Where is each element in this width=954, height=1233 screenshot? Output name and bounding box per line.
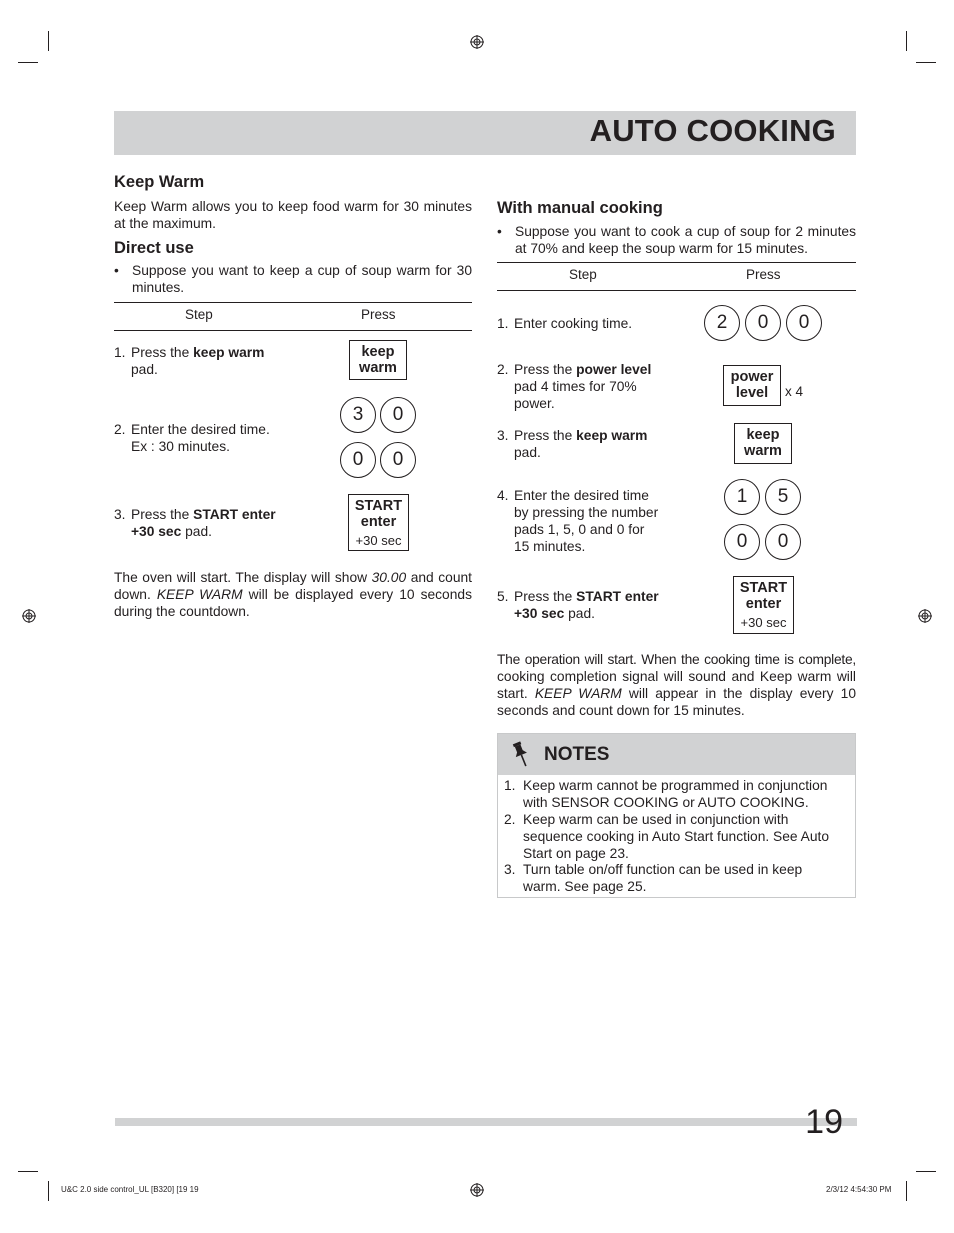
start-enter-key: START enter +30 sec [348, 494, 409, 551]
pushpin-icon [510, 741, 532, 768]
press-count: x 4 [785, 384, 804, 399]
table-rule [114, 302, 472, 303]
slug-right: 2/3/12 4:54:30 PM [826, 1185, 892, 1194]
crop-mark [906, 31, 907, 51]
step-5: 5. Press the START enter +30 sec pad. [497, 589, 659, 621]
digit-key: 5 [765, 479, 801, 515]
page-number: 19 [805, 1103, 843, 1141]
note-item: 3. Turn table on/off function can be used in keep warm. See page 25. [504, 862, 803, 894]
direct-use-bullet [114, 262, 472, 296]
keep-warm-key: keep warm [349, 340, 407, 380]
step-3: 3. Press the keep warm pad. [497, 428, 648, 460]
column-header-press: Press [361, 307, 396, 322]
column-header-step: Step [569, 267, 597, 282]
digit-key: 0 [380, 397, 416, 433]
crop-mark [18, 62, 38, 63]
digit-key: 0 [786, 305, 822, 341]
crop-mark [916, 62, 936, 63]
table-rule [114, 330, 472, 331]
header-band [114, 111, 856, 155]
keep-warm-intro-line: at the maximum. [114, 216, 216, 231]
registration-mark-icon [470, 1183, 484, 1197]
slug-left: U&C 2.0 side control_UL [B320] [19 19 [61, 1185, 199, 1194]
bullet-line: Suppose you want to cook a cup of soup for 2 minutes [515, 224, 856, 239]
note-item: 1. Keep warm cannot be programmed in conjunction with SENSOR COOKING or AUTO COOKING. [504, 778, 828, 810]
registration-mark-icon [22, 609, 36, 623]
notes-box [497, 733, 856, 898]
registration-mark-icon [918, 609, 932, 623]
right-outro: The operation will start. When the cooking time is complete, cooking completion signal will sound and Keep warm will start. KEEP WARM will appear in the display every 10 seconds and count down for 15 minutes. [497, 652, 856, 718]
digit-key: 0 [380, 442, 416, 478]
crop-mark [906, 1181, 907, 1201]
start-enter-key: START enter +30 sec [733, 576, 794, 634]
bullet-line: at 70% and keep the soup warm for 15 minutes. [515, 241, 808, 256]
keep-warm-intro [114, 198, 472, 232]
step-3: 3. Press the START enter +30 sec pad. [114, 507, 276, 539]
registration-mark-icon [470, 35, 484, 49]
digit-key: 0 [724, 524, 760, 560]
table-rule [497, 262, 856, 263]
manual-cooking-heading: With manual cooking [497, 199, 663, 217]
bullet-line: Suppose you want to keep a cup of soup warm for 30 [132, 263, 472, 278]
bullet-line: minutes. [132, 280, 185, 295]
bullet-icon: • [497, 224, 502, 239]
power-level-key: power level [723, 365, 781, 406]
manual-cooking-bullet [497, 223, 856, 257]
left-outro: The oven will start. The display will show 30.00 and count down. KEEP WARM will be displayed every 10 seconds during the countdown. [114, 570, 472, 619]
digit-key: 3 [340, 397, 376, 433]
crop-mark [48, 31, 49, 51]
footer-bar [115, 1118, 857, 1126]
digit-key: 0 [340, 442, 376, 478]
crop-mark [18, 1171, 38, 1172]
step-2: 2. Enter the desired time. Ex : 30 minutes. [114, 422, 270, 454]
column-header-press: Press [746, 267, 781, 282]
step-2: 2. Press the power level pad 4 times for 70% power. [497, 362, 652, 411]
crop-mark [916, 1171, 936, 1172]
digit-key: 0 [765, 524, 801, 560]
digit-key: 1 [724, 479, 760, 515]
column-header-step: Step [185, 307, 213, 322]
digit-key: 2 [704, 305, 740, 341]
digit-key: 0 [745, 305, 781, 341]
step-4: 4. Enter the desired time by pressing the number pads 1, 5, 0 and 0 for 15 minutes. [497, 488, 659, 554]
direct-use-heading: Direct use [114, 239, 194, 257]
keep-warm-key: keep warm [734, 423, 792, 464]
notes-title: NOTES [544, 744, 610, 765]
note-item: 2. Keep warm can be used in conjunction with sequence cooking in Auto Start function. See Auto Start on page 23. [504, 812, 830, 861]
notes-header [498, 734, 855, 775]
step-1: 1. Enter cooking time. [497, 316, 633, 331]
keep-warm-intro-line: Keep Warm allows you to keep food warm for 30 minutes [114, 199, 472, 214]
page-title: AUTO COOKING [589, 113, 836, 148]
step-1: 1. Press the keep warm pad. [114, 345, 265, 377]
crop-mark [48, 1181, 49, 1201]
table-rule [497, 290, 856, 291]
bullet-icon: • [114, 263, 119, 278]
keep-warm-heading: Keep Warm [114, 173, 205, 191]
